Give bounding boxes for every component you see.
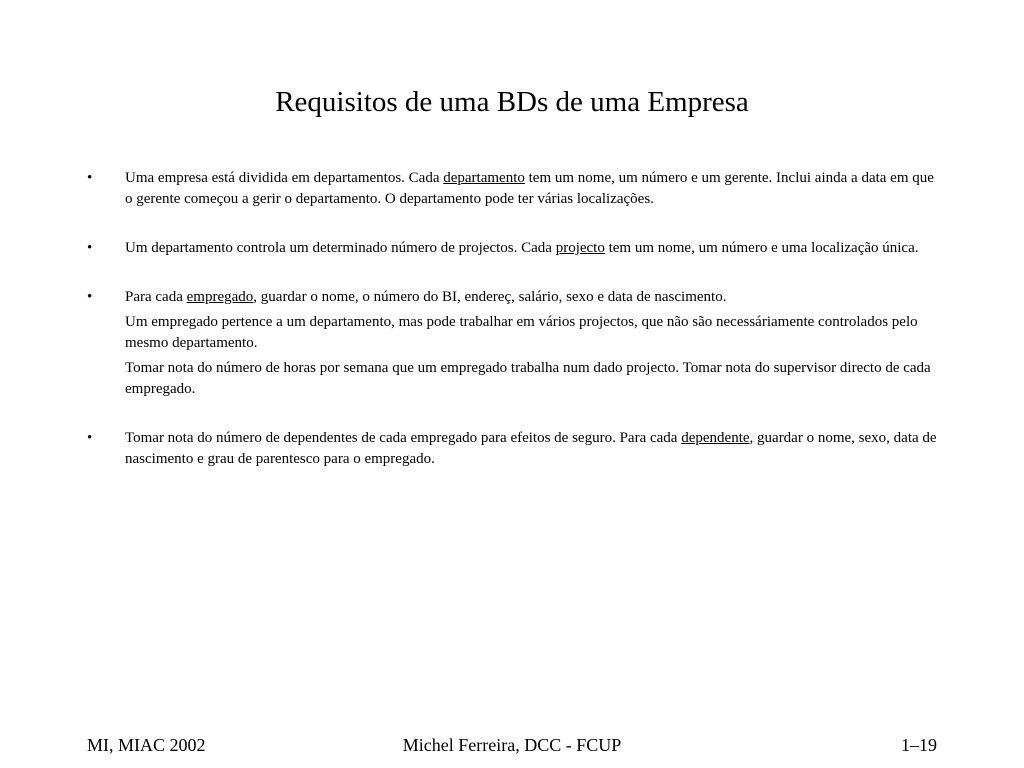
bullet-departamento <box>0 168 940 210</box>
text-segment: Um departamento controla um determinado número de projectos. Cada <box>125 240 556 256</box>
underlined-term-empregado: empregado <box>186 289 254 305</box>
bullet-paragraph <box>125 238 940 259</box>
underlined-term-dependente: dependente <box>681 430 750 446</box>
bullet-marker: • <box>87 430 93 446</box>
bullet-paragraph: Um empregado pertence a um departamento, mas pode trabalhar em vários projectos, que não são necessáriamente controlados pelo mesmo departamento. <box>125 314 918 351</box>
slide-title: Requisitos de uma BDs de uma Empresa <box>275 86 749 118</box>
bullet-paragraph <box>125 168 940 210</box>
bullet-empregado <box>0 287 940 400</box>
text-segment: Tomar nota do número de dependentes de cada empregado para efeitos de seguro. Para cada <box>125 430 682 446</box>
text-segment: , guardar o nome, o número do BI, endereç, salário, sexo e data de nascimento. <box>253 289 727 305</box>
underlined-term-departamento: departamento <box>443 170 525 186</box>
footer-page-number: 1–19 <box>901 735 937 755</box>
bullet-marker: • <box>87 170 93 186</box>
text-segment: , guardar o nome, sexo, data de nascimento e grau de parentesco para o empregado. <box>125 430 937 467</box>
bullet-paragraph <box>125 287 940 308</box>
footer-course: MI, MIAC 2002 <box>87 735 206 755</box>
text-segment: tem um nome, um número e um gerente. Inclui ainda a data em que o gerente começou a gerir o departamento. O departamento pode ter várias localizações. <box>125 170 934 207</box>
bullet-list <box>0 168 1024 498</box>
text-segment: tem um nome, um número e uma localização única. <box>604 240 919 256</box>
text-segment: Para cada <box>125 289 187 305</box>
footer-author: Michel Ferreira, DCC - FCUP <box>402 735 622 755</box>
bullet-marker: • <box>87 240 93 256</box>
bullet-projecto <box>0 238 940 259</box>
bullet-paragraph: Tomar nota do número de horas por semana que um empregado trabalha num dado projecto. Tomar nota do supervisor directo de cada empregado. <box>125 360 931 397</box>
bullet-paragraph <box>125 428 940 470</box>
underlined-term-projecto: projecto <box>555 240 605 256</box>
text-segment: Uma empresa está dividida em departamentos. Cada <box>125 170 444 186</box>
bullet-dependente <box>0 428 940 470</box>
bullet-marker: • <box>87 289 93 305</box>
